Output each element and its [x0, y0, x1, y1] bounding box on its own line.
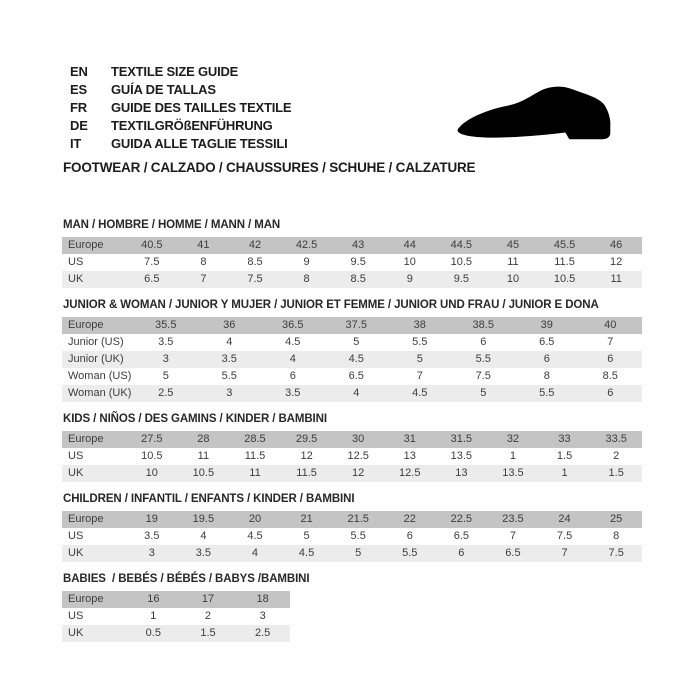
size-value: 43: [352, 239, 365, 251]
size-value: 13.5: [450, 450, 473, 462]
language-row: [70, 99, 291, 117]
size-value: 38: [413, 319, 426, 331]
size-value: 38.5: [472, 319, 494, 331]
row-label: US: [68, 450, 84, 462]
row-label: UK: [68, 547, 84, 559]
size-value: 4.5: [247, 530, 263, 542]
size-value: 6.5: [539, 336, 555, 348]
size-value: 13: [455, 467, 468, 479]
language-list: [70, 63, 291, 153]
size-value: 13: [403, 450, 416, 462]
size-value: 11.5: [244, 450, 266, 462]
size-value: 6: [458, 547, 465, 559]
size-value: 11: [610, 273, 622, 285]
table-row: [62, 254, 642, 271]
table-row: [62, 625, 290, 642]
size-value: 5.5: [539, 387, 555, 399]
size-value: 28: [197, 433, 210, 445]
size-value: 2.5: [255, 627, 271, 639]
row-label: Junior (UK): [68, 353, 124, 365]
size-value: 1.5: [608, 467, 624, 479]
row-label: Europe: [68, 239, 104, 251]
size-value: 12: [352, 467, 365, 479]
size-value: 40: [604, 319, 617, 331]
row-label: Europe: [68, 593, 104, 605]
size-value: 10: [403, 256, 416, 268]
size-value: 4.5: [348, 353, 364, 365]
size-value: 12: [300, 450, 313, 462]
table-row: [62, 271, 642, 288]
size-value: 8: [613, 530, 620, 542]
size-value: 19.5: [192, 513, 215, 525]
size-value: 35.5: [155, 319, 177, 331]
size-value: 42: [248, 239, 262, 251]
size-value: 46: [610, 239, 623, 251]
category-line: FOOTWEAR / CALZADO / CHAUSSURES / SCHUHE / CALZATURE: [63, 160, 476, 175]
language-code: DE: [70, 118, 88, 133]
size-value: 29.5: [295, 433, 318, 445]
size-value: 5: [416, 353, 423, 365]
row-label: Europe: [68, 513, 104, 525]
size-value: 9: [303, 256, 310, 268]
size-table-man: [62, 237, 642, 288]
size-value: 19: [145, 513, 158, 525]
section-kids: [62, 413, 642, 482]
size-value: 5: [353, 336, 360, 348]
size-value: 24: [558, 513, 571, 525]
size-value: 0.5: [145, 627, 161, 639]
size-value: 10.5: [192, 467, 215, 479]
size-value: 4: [200, 530, 207, 542]
size-value: 5: [162, 370, 169, 382]
size-value: 7: [509, 530, 517, 542]
size-value: 6: [607, 353, 614, 365]
size-value: 16: [147, 593, 160, 605]
size-value: 7: [561, 547, 568, 559]
table-row: [62, 448, 642, 465]
size-value: 22: [403, 513, 416, 525]
size-value: 6.5: [144, 273, 160, 285]
size-value: 37.5: [345, 319, 367, 331]
size-value: 9: [406, 273, 413, 285]
size-value: 7: [416, 370, 423, 382]
size-value: 25: [610, 513, 623, 525]
size-value: 4: [226, 336, 233, 348]
size-value: 11: [507, 256, 519, 268]
row-label: US: [68, 530, 84, 542]
size-table-babies: [62, 591, 290, 642]
size-value: 33.5: [605, 433, 627, 445]
size-value: 2: [613, 450, 620, 462]
size-value: 10.5: [450, 256, 473, 268]
size-value: 3.5: [285, 387, 301, 399]
language-label: GUÍA DE TALLAS: [111, 82, 216, 97]
size-value: 8: [543, 370, 550, 382]
size-value: 10: [506, 273, 520, 285]
size-value: 6: [480, 336, 487, 348]
table-row: [62, 368, 642, 385]
size-value: 11: [197, 450, 210, 462]
size-value: 28.5: [244, 433, 266, 445]
size-value: 45: [506, 239, 520, 251]
size-value: 7.5: [556, 530, 573, 542]
size-value: 2.5: [158, 387, 174, 399]
size-value: 3: [148, 547, 155, 559]
language-code: EN: [70, 64, 88, 79]
size-value: 45.5: [553, 239, 576, 251]
size-value: 31: [403, 433, 416, 445]
size-value: 39: [540, 319, 553, 331]
language-code: FR: [70, 100, 87, 115]
row-label: Woman (UK): [68, 387, 132, 399]
size-value: 12.5: [347, 450, 369, 462]
language-label: GUIDA ALLE TAGLIE TESSILI: [111, 136, 288, 151]
language-code: ES: [70, 82, 87, 97]
size-value: 7.5: [608, 547, 624, 559]
section-title-kids: KIDS / NIÑOS / DES GAMINS / KINDER / BAMBINI: [63, 413, 327, 425]
size-value: 4: [353, 387, 360, 399]
size-value: 27.5: [141, 433, 163, 445]
size-value: 6.5: [453, 530, 469, 542]
table-row: [62, 334, 642, 351]
size-value: 33: [558, 433, 571, 445]
table-row: [62, 465, 642, 482]
row-label: UK: [68, 627, 84, 639]
size-value: 8.5: [247, 256, 263, 268]
size-value: 42.5: [295, 239, 318, 251]
row-label: Junior (US): [68, 336, 124, 348]
size-value: 5: [480, 387, 487, 399]
size-value: 3: [259, 610, 266, 622]
size-value: 40.5: [141, 239, 163, 251]
size-value: 4: [251, 547, 259, 559]
size-value: 11: [249, 467, 261, 479]
size-value: 8.5: [350, 273, 366, 285]
shoe-icon: [447, 80, 625, 146]
size-tables: [62, 219, 642, 642]
size-value: 5.5: [412, 336, 428, 348]
row-label: US: [68, 256, 84, 268]
size-value: 1: [509, 450, 517, 462]
size-value: 4.5: [285, 336, 301, 348]
table-row: [62, 351, 642, 368]
section-title-man: MAN / HOMBRE / HOMME / MANN / MAN: [63, 219, 281, 231]
row-label: UK: [68, 273, 84, 285]
size-value: 5: [303, 530, 310, 542]
size-value: 44.5: [450, 239, 473, 251]
size-value: 11.5: [296, 467, 317, 479]
size-table-junior-woman: [62, 317, 642, 402]
size-value: 32: [506, 433, 520, 445]
size-value: 7: [200, 273, 207, 285]
size-value: 11.5: [554, 256, 575, 268]
language-row: [70, 81, 291, 99]
size-value: 41: [197, 239, 210, 251]
size-value: 3.5: [221, 353, 237, 365]
size-value: 13.5: [502, 467, 524, 479]
row-label: Europe: [68, 433, 104, 445]
size-value: 6: [406, 530, 413, 542]
size-value: 1: [561, 467, 568, 479]
row-label: US: [68, 610, 84, 622]
size-value: 3.5: [195, 547, 212, 559]
size-value: 18: [256, 593, 269, 605]
size-value: 7.5: [247, 273, 263, 285]
size-value: 1.5: [556, 450, 573, 462]
size-value: 9.5: [350, 256, 366, 268]
size-value: 10.5: [141, 450, 163, 462]
size-value: 12.5: [399, 467, 421, 479]
size-value: 22.5: [450, 513, 473, 525]
size-value: 10.5: [553, 273, 576, 285]
size-value: 1: [150, 610, 157, 622]
section-children: [62, 493, 642, 562]
section-babies: [62, 573, 642, 642]
size-value: 21.5: [347, 513, 369, 525]
size-value: 5.5: [402, 547, 418, 559]
size-value: 6.5: [505, 547, 521, 559]
size-value: 4.5: [298, 547, 315, 559]
table-row: [62, 237, 642, 254]
table-row: [62, 545, 642, 562]
size-value: 10: [145, 467, 158, 479]
size-value: 3: [226, 387, 233, 399]
size-table-kids: [62, 431, 642, 482]
size-value: 44: [403, 239, 416, 251]
row-label: Woman (US): [68, 370, 132, 382]
size-value: 3: [162, 353, 169, 365]
size-value: 12: [610, 256, 623, 268]
size-value: 1.5: [200, 627, 216, 639]
size-value: 5.5: [475, 353, 491, 365]
table-row: [62, 431, 642, 448]
size-value: 8.5: [602, 370, 618, 382]
table-row: [62, 608, 290, 625]
table-row: [62, 591, 290, 608]
size-value: 6.5: [348, 370, 364, 382]
language-row: [70, 135, 291, 153]
section-junior-woman: [62, 299, 642, 402]
size-value: 7.5: [475, 370, 491, 382]
size-value: 6: [543, 353, 550, 365]
size-value: 36.5: [282, 319, 304, 331]
language-label: TEXTILGRÖßENFÜHRUNG: [111, 118, 273, 133]
size-value: 23.5: [502, 513, 524, 525]
language-label: GUIDE DES TAILLES TEXTILE: [111, 100, 292, 115]
size-value: 20: [248, 513, 262, 525]
table-row: [62, 317, 642, 334]
size-value: 36: [223, 319, 236, 331]
section-title-children: CHILDREN / INFANTIL / ENFANTS / KINDER / BAMBINI: [63, 493, 355, 505]
language-row: [70, 63, 291, 81]
size-value: 17: [201, 593, 215, 605]
row-label: Europe: [68, 319, 104, 331]
section-title-junior-woman: JUNIOR & WOMAN / JUNIOR Y MUJER / JUNIOR ET FEMME / JUNIOR UND FRAU / JUNIOR E DONA: [63, 299, 599, 311]
size-value: 3.5: [144, 530, 160, 542]
size-value: 30: [352, 433, 365, 445]
size-value: 2: [204, 610, 212, 622]
size-value: 3.5: [158, 336, 174, 348]
language-code: IT: [70, 136, 82, 151]
size-value: 8: [200, 256, 207, 268]
size-value: 9.5: [453, 273, 469, 285]
size-value: 31.5: [450, 433, 473, 445]
size-value: 5.5: [350, 530, 366, 542]
language-row: [70, 117, 291, 135]
size-table-children: [62, 511, 642, 562]
size-value: 5: [355, 547, 362, 559]
table-row: [62, 528, 642, 545]
row-label: UK: [68, 467, 84, 479]
section-man: [62, 219, 642, 288]
size-value: 7.5: [144, 256, 160, 268]
size-value: 6: [289, 370, 296, 382]
language-label: TEXTILE SIZE GUIDE: [111, 64, 239, 79]
size-value: 5.5: [221, 370, 237, 382]
table-row: [62, 511, 642, 528]
table-row: [62, 385, 642, 402]
size-value: 7: [607, 336, 614, 348]
size-value: 6: [607, 387, 614, 399]
size-value: 21: [300, 513, 313, 525]
size-value: 4.5: [412, 387, 428, 399]
size-value: 8: [303, 273, 310, 285]
section-title-babies: BABIES / BEBÉS / BÉBÉS / BABYS /BAMBINI: [63, 573, 310, 585]
size-value: 4: [289, 353, 296, 365]
